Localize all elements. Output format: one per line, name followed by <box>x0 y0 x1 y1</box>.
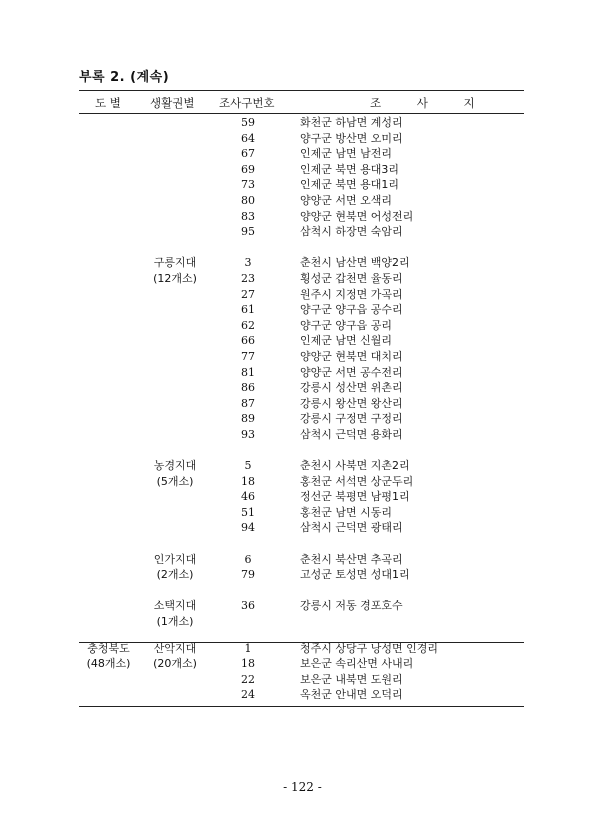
table-row <box>0 209 605 225</box>
cell-zone: (12개소) <box>153 271 197 285</box>
cell-number: 46 <box>241 490 255 504</box>
cell-site: 춘천시 남산면 백양2리 <box>300 256 410 270</box>
cell-number: 3 <box>244 256 252 270</box>
cell-zone: 구릉지대 <box>153 256 197 270</box>
cell-number: 23 <box>241 271 255 285</box>
cell-site: 청주시 상당구 낭성면 인경리 <box>300 641 439 655</box>
cell-number: 64 <box>241 131 255 145</box>
cell-number: 59 <box>241 116 255 129</box>
table-row <box>0 411 605 427</box>
table-row <box>0 224 605 240</box>
cell-site: 보은군 속리산면 사내리 <box>300 657 414 671</box>
table-row <box>0 656 605 672</box>
cell-site: 춘천시 북산면 추곡리 <box>300 552 403 566</box>
cell-number: 22 <box>241 672 255 686</box>
row-spacer <box>0 536 605 552</box>
cell-site: 삼척시 근덕면 광태리 <box>300 521 403 535</box>
row-spacer <box>0 583 605 599</box>
header-zone: 생활권별 <box>150 96 195 110</box>
cell-number: 27 <box>241 287 255 301</box>
cell-number: 95 <box>241 225 255 239</box>
table-row <box>0 380 605 396</box>
table-row <box>0 552 605 568</box>
cell-number: 81 <box>241 365 255 379</box>
cell-zone: 소택지대 <box>153 599 197 613</box>
cell-zone: (1개소) <box>156 615 194 628</box>
table-row <box>0 427 605 443</box>
cell-site: 양양군 현북면 어성전리 <box>300 209 414 223</box>
table-row <box>0 271 605 287</box>
cell-site: 홍천군 남면 시동리 <box>300 505 393 519</box>
cell-number: 86 <box>241 381 255 395</box>
cell-site: 양구군 방산면 오미리 <box>300 131 403 145</box>
table-row <box>0 255 605 271</box>
cell-number: 80 <box>241 193 255 207</box>
table-row <box>0 520 605 536</box>
table-row <box>0 672 605 688</box>
cell-site: 양양군 서면 공수전리 <box>300 365 403 379</box>
cell-site: 인제군 남면 남전리 <box>300 147 393 161</box>
cell-number: 5 <box>244 459 252 473</box>
cell-zone: 농경지대 <box>153 459 197 473</box>
cell-number: 73 <box>241 178 255 192</box>
cell-number: 67 <box>241 147 255 161</box>
cell-site: 양양군 현북면 대치리 <box>300 349 403 363</box>
cell-zone: 인가지대 <box>153 552 197 566</box>
header-site: 조 사 지 <box>370 96 491 110</box>
table-bottom-rule <box>79 706 524 707</box>
cell-zone: 산악지대 <box>153 641 197 655</box>
table-row <box>0 687 605 703</box>
cell-site: 화천군 하남면 계성리 <box>300 116 403 129</box>
row-spacer <box>0 240 605 256</box>
table-row <box>0 614 605 630</box>
cell-do: 충청북도 <box>87 641 130 655</box>
table-row <box>0 162 605 178</box>
cell-site: 춘천시 사북면 지촌2리 <box>300 459 410 473</box>
cell-site: 강릉시 구정면 구정리 <box>300 412 403 426</box>
cell-do: (48개소) <box>86 657 131 671</box>
cell-number: 77 <box>241 349 255 363</box>
cell-number: 36 <box>241 599 255 613</box>
cell-site: 원주시 지정면 가곡리 <box>300 287 403 301</box>
cell-site: 인제군 남면 신월리 <box>300 334 393 348</box>
table-body <box>0 115 605 703</box>
cell-number: 1 <box>244 641 252 655</box>
cell-number: 87 <box>241 396 255 410</box>
section-divider-rule <box>79 642 524 643</box>
table-row <box>0 287 605 303</box>
cell-number: 89 <box>241 412 255 426</box>
table-row <box>0 598 605 614</box>
table-row <box>0 131 605 147</box>
cell-number: 69 <box>241 162 255 176</box>
cell-site: 강릉시 저동 경포호수 <box>300 599 403 613</box>
cell-site: 보은군 내북면 도원리 <box>300 672 403 686</box>
table-top-rule <box>79 90 524 91</box>
cell-site: 정선군 북평면 남평1리 <box>300 490 410 504</box>
cell-number: 24 <box>241 688 255 702</box>
cell-site: 양구군 양구읍 공수리 <box>300 303 403 317</box>
page-title: 부록 2. (계속) <box>79 70 170 85</box>
table-row <box>0 458 605 474</box>
table-row <box>0 146 605 162</box>
cell-site: 옥천군 안내면 오덕리 <box>300 688 403 702</box>
cell-number: 51 <box>241 505 255 519</box>
cell-number: 62 <box>241 318 255 332</box>
row-spacer <box>0 630 605 641</box>
table-row <box>0 302 605 318</box>
cell-number: 66 <box>241 334 255 348</box>
table-row <box>0 396 605 412</box>
cell-number: 61 <box>241 303 255 317</box>
row-spacer <box>0 442 605 458</box>
cell-site: 고성군 토성면 성대1리 <box>300 568 410 582</box>
table-row <box>0 349 605 365</box>
cell-number: 18 <box>241 657 255 671</box>
header-number: 조사구번호 <box>219 96 275 110</box>
table-row <box>0 505 605 521</box>
table-row <box>0 115 605 131</box>
cell-site: 양구군 양구읍 공리 <box>300 318 393 332</box>
cell-zone: (2개소) <box>156 568 194 582</box>
cell-site: 삼척시 근덕면 용화리 <box>300 427 403 441</box>
cell-number: 18 <box>241 474 255 488</box>
table-row <box>0 365 605 381</box>
table-row <box>0 318 605 334</box>
cell-number: 83 <box>241 209 255 223</box>
table-row <box>0 474 605 490</box>
cell-number: 6 <box>244 552 252 566</box>
cell-site: 강릉시 왕산면 왕산리 <box>300 396 403 410</box>
cell-number: 94 <box>241 521 255 535</box>
cell-site: 강릉시 성산면 위촌리 <box>300 381 403 395</box>
cell-site: 홍천군 서석면 상군두리 <box>300 474 414 488</box>
table-row <box>0 193 605 209</box>
cell-site: 인제군 북면 용대3리 <box>300 162 399 176</box>
cell-site: 삼척시 하장면 숙암리 <box>300 225 403 239</box>
cell-site: 양양군 서면 오색리 <box>300 193 393 207</box>
header-do: 도 별 <box>95 96 121 110</box>
cell-number: 79 <box>241 568 255 582</box>
cell-site: 인제군 북면 용대1리 <box>300 178 399 192</box>
cell-zone: (5개소) <box>156 474 194 488</box>
header-bottom-rule <box>79 113 524 114</box>
table-row <box>0 567 605 583</box>
table-row <box>0 177 605 193</box>
page-number: - 122 - <box>283 780 322 794</box>
table-row <box>0 333 605 349</box>
cell-site: 횡성군 갑천면 율동리 <box>300 271 403 285</box>
cell-zone: (20개소) <box>153 657 197 671</box>
cell-number: 93 <box>241 427 255 441</box>
table-row <box>0 489 605 505</box>
